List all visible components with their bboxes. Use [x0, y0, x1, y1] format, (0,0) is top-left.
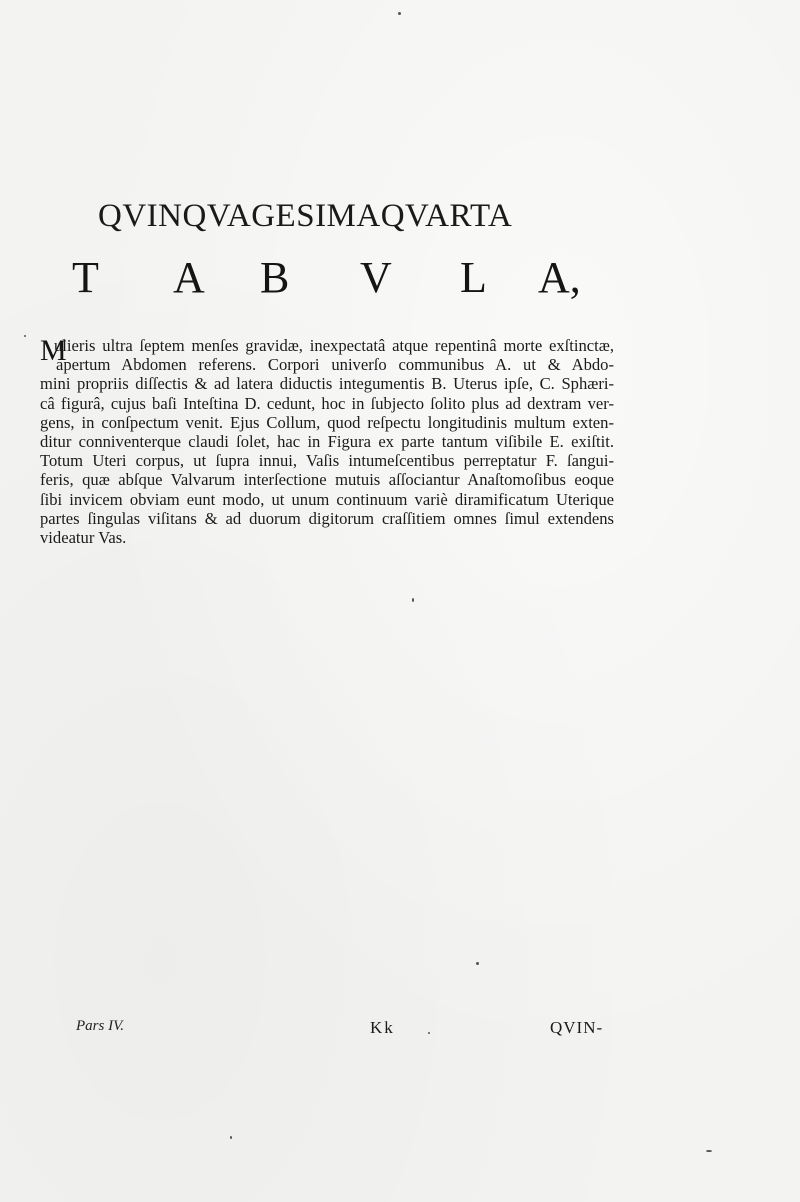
text-line: Totum Uteri corpus, ut ſupra innui, Vaſis intumeſcentibus perreptatur F. ſangui-	[40, 451, 614, 471]
paper-speck	[476, 962, 479, 965]
paper-speck	[230, 1136, 232, 1139]
text-line: videatur Vas.	[40, 528, 127, 548]
text-line: ditur conniventerque claudi ſolet, hac in Figura ex parte tantum viſibile E. exiſtit.	[40, 432, 614, 452]
plate-title	[60, 252, 620, 304]
text-line: feris, quæ abſque Valvarum interſectione mutuis aſſociantur Anaſtomoſibus eoque	[40, 470, 614, 490]
text-line: apertum Abdomen referens. Corpori univerſo communibus A. ut & Abdo-	[56, 355, 614, 375]
text-line: ſibi invicem obviam eunt modo, ut unum continuum variè diramificatum Uterique	[40, 489, 614, 509]
paper-speck	[412, 598, 414, 602]
title-letter: A,	[538, 253, 581, 302]
text-line: gens, in conſpectum venit. Ejus Collum, quod reſpectu longitudinis multum exten-	[40, 412, 614, 432]
title-letter: V	[360, 253, 392, 302]
text-line: ulieris ultra ſeptem menſes gravidæ, inexpectatâ atque repentinâ morte exſtinctæ,	[54, 336, 614, 355]
text-line: partes ſingulas viſitans & ad duorum digitorum craſſitiem omnes ſimul extendens	[40, 508, 614, 528]
text-line: mini propriis diſſectis & ad latera diductis integumentis B. Uterus ipſe, C. Sphæri-	[40, 374, 614, 394]
paper-speck	[398, 12, 401, 15]
paper-speck	[24, 335, 26, 337]
description-paragraph	[40, 336, 614, 547]
paper-speck	[428, 1032, 430, 1034]
plate-heading: QVINQVAGESIMAQVARTA	[98, 198, 513, 234]
text-line: câ figurâ, cujus baſi Inteſtina D. cedunt, hoc in ſubjecto ſolito plus ad dextram ver-	[40, 393, 614, 413]
paper-speck	[706, 1150, 712, 1152]
title-letter: B	[260, 253, 290, 302]
title-letter: A	[173, 253, 205, 302]
title-letter: L	[460, 253, 487, 302]
gathering-signature: Kk	[370, 1018, 395, 1037]
catchword: QVIN-	[550, 1018, 604, 1037]
part-signature: Pars IV.	[76, 1018, 125, 1034]
title-letter: T	[72, 253, 99, 302]
drop-cap: M	[40, 334, 67, 367]
